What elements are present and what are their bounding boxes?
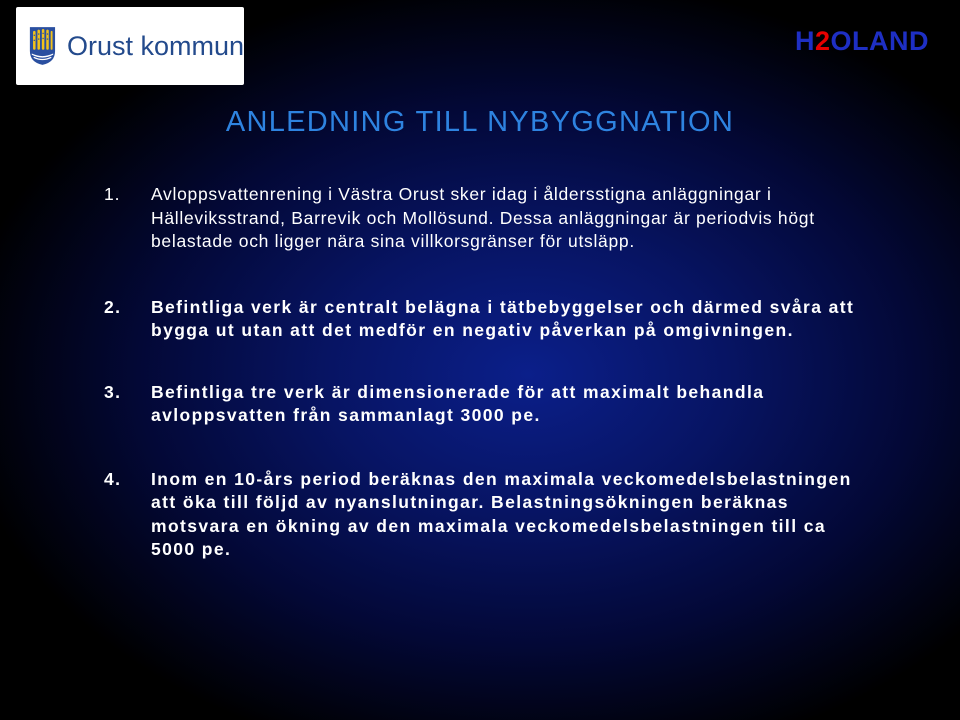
reasons-list bbox=[104, 183, 864, 562]
list-item bbox=[104, 296, 864, 343]
h2oland-brand bbox=[795, 26, 929, 57]
item-text: Avloppsvattenrening i Västra Orust sker idag i åldersstigna anläggningar i Hälleviksstrand, Barrevik och Mollösund. Dessa anläggningar är periodvis högt belastade och ligger nära sina villkorsgränser för utsläpp. bbox=[151, 184, 815, 251]
item-text: Befintliga verk är centralt belägna i tätbebyggelser och därmed svåra att bygga ut utan att det medför en negativ påverkan på omgivningen. bbox=[151, 296, 855, 340]
brand-suffix: OLAND bbox=[830, 26, 929, 56]
item-number: 1. bbox=[104, 184, 121, 204]
item-number: 3. bbox=[104, 381, 122, 402]
brand-prefix: H bbox=[794, 26, 815, 56]
item-text: Inom en 10-års period beräknas den maximala veckomedelsbelastningen att öka till följd av nyanslutningar. Belastningsökningen beräknas motsvara en ökning av den maximala veckomedelsbelastningen till ca 5000 pe. bbox=[151, 468, 852, 559]
item-text: Befintliga tre verk är dimensionerade för att maximalt behandla avloppsvatten från sammanlagt 3000 pe. bbox=[151, 381, 765, 425]
list-item bbox=[104, 381, 864, 428]
logo-text: Orust kommun bbox=[66, 30, 244, 61]
item-number: 4. bbox=[104, 468, 122, 489]
item-number: 2. bbox=[104, 296, 122, 317]
list-item bbox=[104, 468, 864, 562]
municipal-shield-icon bbox=[28, 14, 57, 78]
orust-kommun-logo bbox=[16, 7, 244, 85]
brand-two: 2 bbox=[814, 26, 831, 56]
slide-title: ANLEDNING TILL NYBYGGNATION bbox=[225, 106, 735, 138]
list-item bbox=[104, 183, 864, 254]
